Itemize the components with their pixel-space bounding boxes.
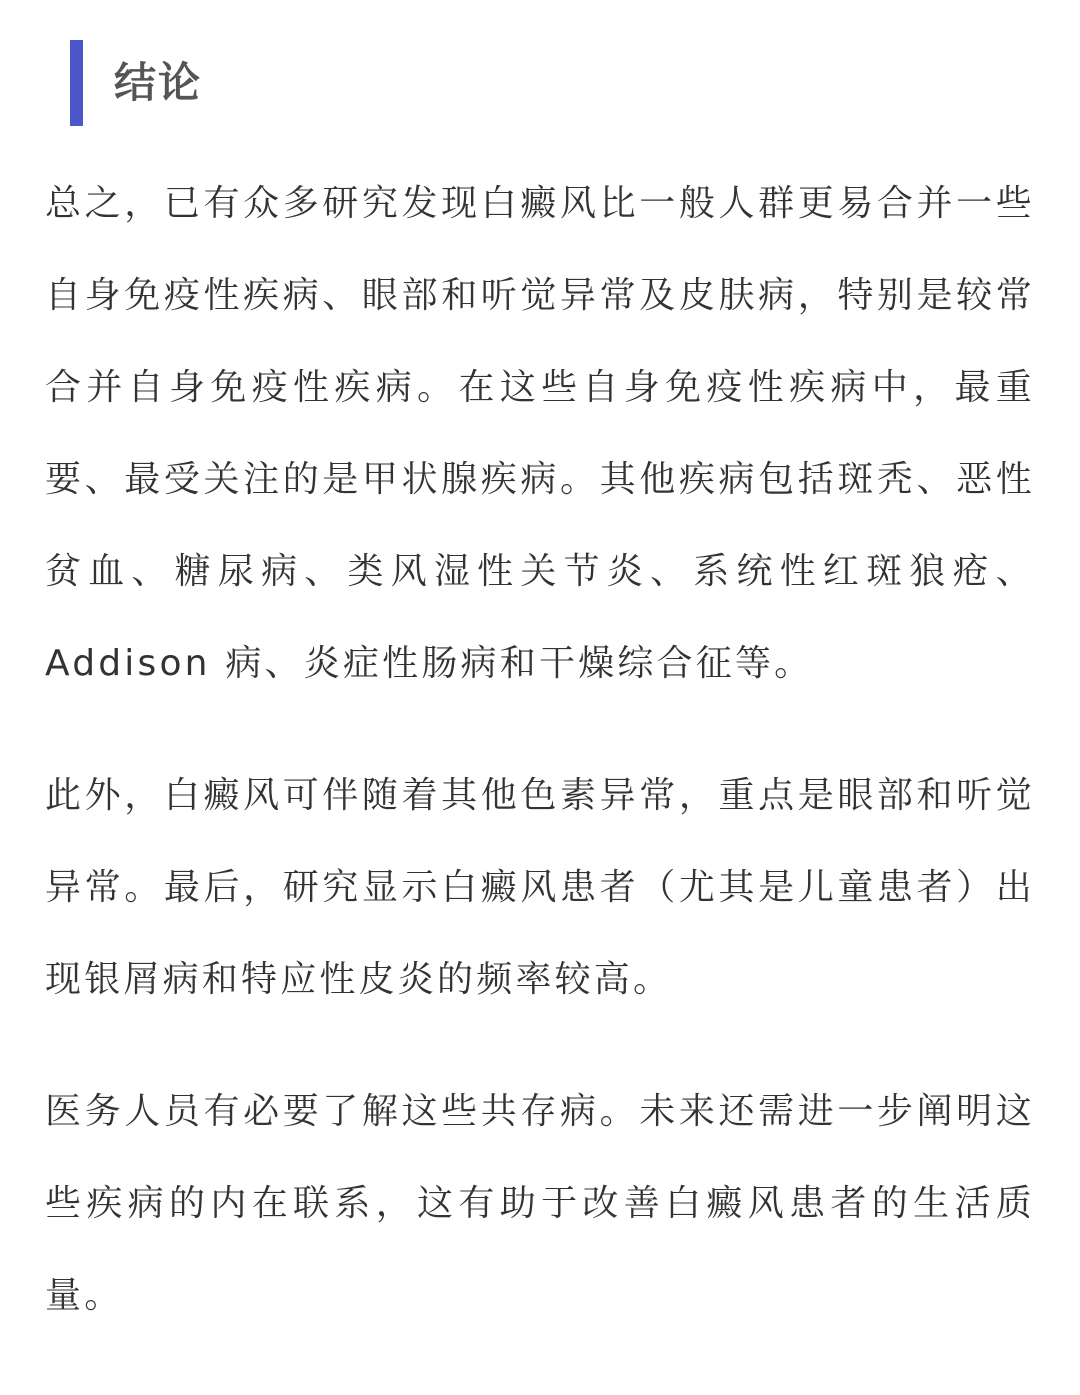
section-title: 结论 bbox=[114, 58, 203, 107]
paragraph-pigment: 此外，白癜风可伴随着其他色素异常，重点是眼部和听觉异常。最后，研究显示白癜风患者（尤其是儿童患者）出现银屑病和特应性皮炎的频率较高。 bbox=[45, 775, 1035, 1000]
section-header bbox=[70, 40, 202, 126]
paragraph-summary: 总之，已有众多研究发现白癜风比一般人群更易合并一些自身免疫性疾病、眼部和听觉异常及皮肤病，特别是较常合并自身免疫性疾病。在这些自身免疫性疾病中，最重要、最受关注的是甲状腺疾病。其他疾病包括斑秃、恶性贫血、糖尿病、类风湿性关节炎、系统性红斑狼疮、Addison 病、炎症性肠病和干燥综合征等。 bbox=[45, 183, 1035, 684]
section-accent-bar bbox=[70, 40, 83, 126]
paragraph-outlook: 医务人员有必要了解这些共存病。未来还需进一步阐明这些疾病的内在联系，这有助于改善白癜风患者的生活质量。 bbox=[45, 1091, 1035, 1316]
article-body bbox=[45, 158, 1035, 1342]
